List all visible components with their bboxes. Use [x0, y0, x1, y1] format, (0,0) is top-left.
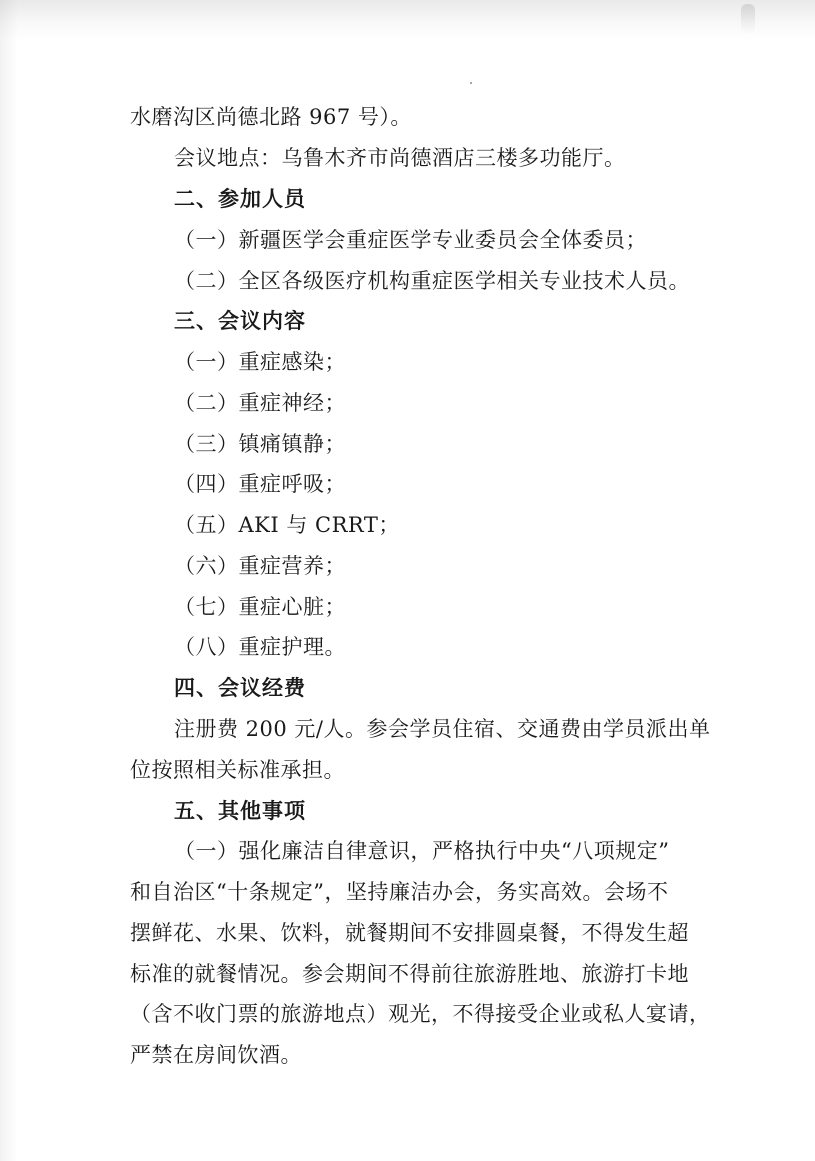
participant-item-2: （二）全区各级医疗机构重症医学相关专业技术人员。 [174, 269, 690, 293]
other-text-1: （一）强化廉洁自律意识，严格执行中央“八项规定” [174, 839, 670, 863]
fee-text-2: 位按照相关标准承担。 [130, 758, 345, 782]
content-item-8: （八）重症护理。 [174, 635, 346, 659]
content-item-5: （五）AKI 与 CRRT； [174, 513, 400, 537]
other-text-6: 严禁在房间饮酒。 [130, 1043, 302, 1067]
content-item-4: （四）重症呼吸； [174, 472, 346, 496]
content-item-7: （七）重症心脏； [174, 595, 346, 619]
other-text-4: 标准的就餐情况。参会期间不得前往旅游胜地、旅游打卡地 [130, 962, 689, 986]
other-text-3: 摆鲜花、水果、饮料，就餐期间不安排圆桌餐，不得发生超 [130, 921, 689, 945]
heading-other: 五、其他事项 [174, 799, 306, 823]
scan-dot [470, 82, 472, 84]
fee-text-1: 注册费 200 元/人。参会学员住宿、交通费由学员派出单 [174, 717, 711, 741]
content-item-1: （一）重症感染； [174, 350, 346, 374]
content-item-6: （六）重症营养； [174, 554, 346, 578]
content-item-3: （三）镇痛镇静； [174, 432, 346, 456]
scan-artifact [741, 4, 755, 34]
other-text-5: （含不收门票的旅游地点）观光，不得接受企业或私人宴请， [130, 1002, 711, 1026]
heading-fees: 四、会议经费 [174, 676, 306, 700]
content-item-2: （二）重症神经； [174, 391, 346, 415]
other-text-2: 和自治区“十条规定”，坚持廉洁办会，务实高效。会场不 [130, 880, 669, 904]
heading-participants: 二、参加人员 [174, 187, 306, 211]
line-address-tail: 水磨沟区尚德北路 967 号）。 [130, 105, 412, 129]
line-meeting-venue: 会议地点：乌鲁木齐市尚德酒店三楼多功能厅。 [174, 146, 626, 170]
heading-content: 三、会议内容 [174, 309, 306, 333]
participant-item-1: （一）新疆医学会重症医学专业委员会全体委员； [174, 228, 647, 252]
